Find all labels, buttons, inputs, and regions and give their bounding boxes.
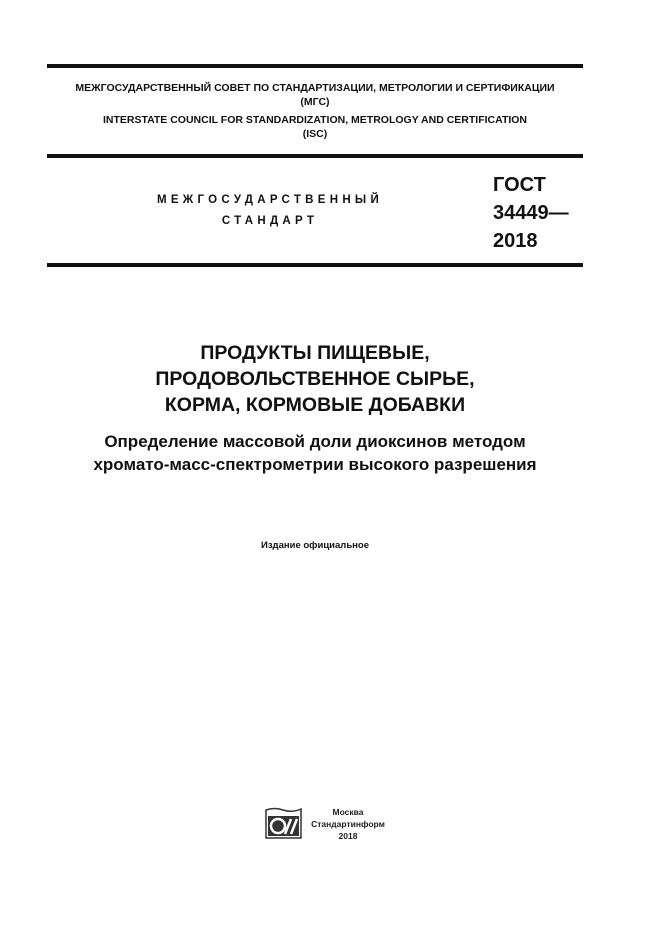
edition-label: Издание официальное xyxy=(261,540,369,551)
standard-type xyxy=(120,190,420,232)
council-ru-name: МЕЖГОСУДАРСТВЕННЫЙ СОВЕТ ПО СТАНДАРТИЗАЦИИ, МЕТРОЛОГИИ И СЕРТИФИКАЦИИ xyxy=(75,82,555,94)
subtitle-line2: хромато-масс-спектрометрии высокого разрешения xyxy=(93,455,537,474)
title-line2: ПРОДОВОЛЬСТВЕННОЕ СЫРЬЕ, xyxy=(155,368,475,390)
standard-type-line2: СТАНДАРТ xyxy=(221,215,319,227)
publisher xyxy=(308,806,388,842)
council-ru xyxy=(47,81,583,109)
document-subtitle xyxy=(47,430,583,476)
title-line1: ПРОДУКТЫ ПИЩЕВЫЕ, xyxy=(200,342,430,364)
gost-designation xyxy=(493,171,569,255)
top-rule xyxy=(47,64,583,68)
middle-rule xyxy=(47,154,583,158)
standartinform-logo-icon xyxy=(265,807,302,839)
gost-year: 2018 xyxy=(493,230,538,252)
subtitle-line1: Определение массовой доли диоксинов методом xyxy=(104,432,526,451)
standard-type-line1: МЕЖГОСУДАРСТВЕННЫЙ xyxy=(156,194,384,206)
gost-number: 34449— xyxy=(493,202,569,224)
publisher-city: Москва xyxy=(332,807,364,817)
council-ru-abbr: (МГС) xyxy=(300,96,330,108)
document-title xyxy=(47,340,583,418)
gost-label: ГОСТ xyxy=(493,174,546,196)
council-en-abbr: (ISC) xyxy=(302,128,328,140)
council-en xyxy=(47,113,583,141)
title-line3: КОРМА, КОРМОВЫЕ ДОБАВКИ xyxy=(164,394,466,416)
council-en-name: INTERSTATE COUNCIL FOR STANDARDIZATION, METROLOGY AND CERTIFICATION xyxy=(102,114,528,126)
publisher-year: 2018 xyxy=(338,831,358,841)
bottom-rule xyxy=(47,263,583,267)
publisher-name: Стандартинформ xyxy=(311,819,385,829)
